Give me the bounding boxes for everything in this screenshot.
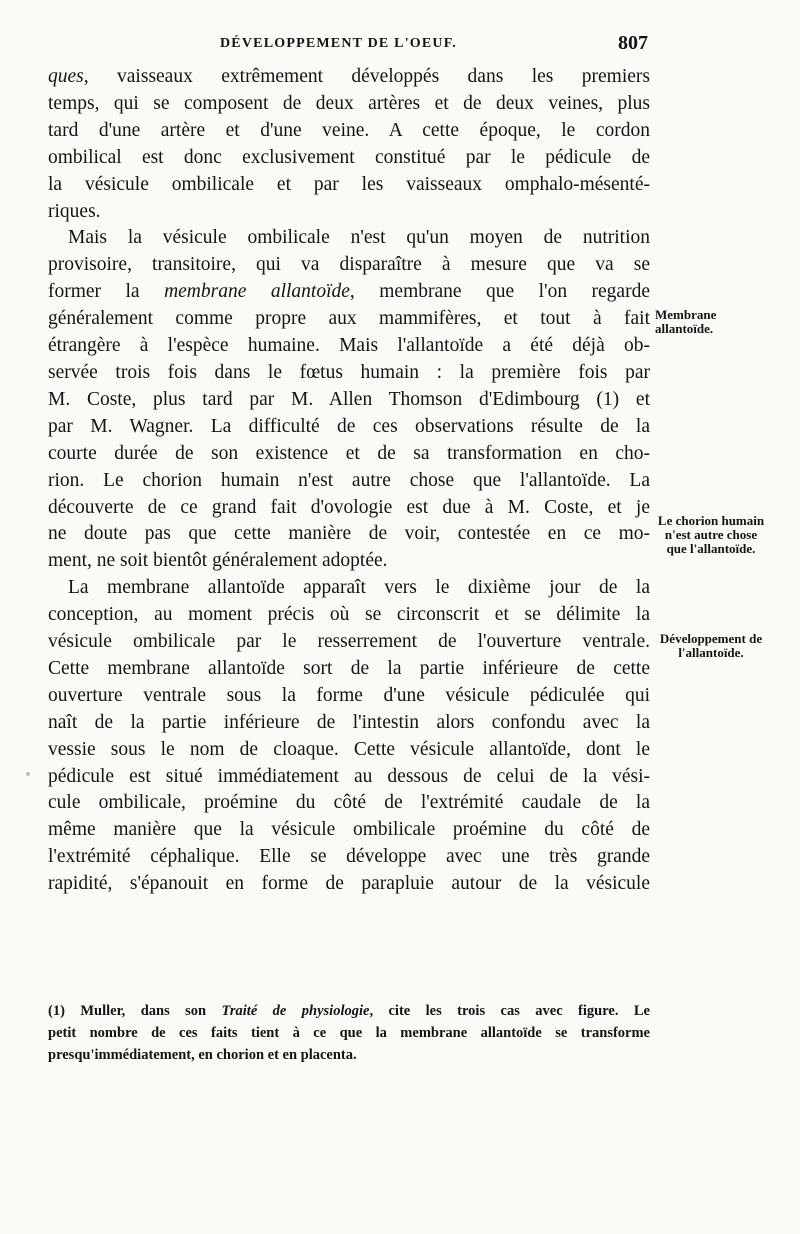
bleed-through-text	[655, 170, 795, 192]
footnote-italic-title: Traité de physiologie	[221, 1003, 370, 1019]
body-line: tard d'une artère et d'une veine. A cette époque, le cordon	[48, 119, 650, 141]
body-line: ne doute pas que cette manière de voir, contestée en ce mo-	[48, 523, 650, 545]
body-line: Cette membrane allantoïde sort de la partie inférieure de cette	[48, 657, 650, 679]
body-line: l'extrémité céphalique. Elle se développe avec une très grande	[48, 846, 650, 868]
body-line: La membrane allantoïde apparaît vers le dixième jour de la	[68, 577, 650, 599]
body-line: M. Coste, plus tard par M. Allen Thomson d'Edimbourg (1) et	[48, 388, 650, 410]
body-line: temps, qui se composent de deux artères et de deux veines, plus	[48, 92, 650, 114]
footnote-line: (1) Muller, dans son Traité de physiologie, cite les trois cas avec figure. Le	[48, 1003, 650, 1019]
header-title: DÉVELOPPEMENT DE L'OEUF.	[220, 36, 457, 51]
italic-word: ques	[48, 66, 84, 87]
body-line: Mais la vésicule ombilicale n'est qu'un moyen de nutrition	[68, 227, 650, 249]
body-line: la vésicule ombilicale et par les vaisseaux omphalo-mésenté-	[48, 173, 650, 195]
body-line: ombilical est donc exclusivement constitué par le pédicule de	[48, 146, 650, 168]
body-line: ouverture ventrale sous la forme d'une vésicule pédiculée qui	[48, 684, 650, 706]
running-header	[48, 34, 648, 58]
body-line: rapidité, s'épanouit en forme de parapluie autour de la vésicule	[48, 873, 650, 895]
body-line: conception, au moment précis où se circonscrit et se délimite la	[48, 604, 650, 626]
italic-term: membrane allantoïde	[164, 281, 350, 303]
body-line: généralement comme propre aux mammifères, et tout à fait	[48, 308, 650, 330]
footnote	[48, 1000, 650, 1066]
margin-note-developpement: Développement de l'allantoïde.	[659, 631, 763, 660]
body-line: par M. Wagner. La difficulté de ces observations résulte de la	[48, 415, 650, 437]
body-line: cule ombilicale, proémine du côté de l'extrémité caudale de la	[48, 792, 650, 814]
page-number: 807	[618, 32, 648, 54]
body-line: même manière que la vésicule ombilicale proémine du côté de	[48, 819, 650, 841]
body-line: découverte de ce grand fait d'ovologie est due à M. Coste, et je	[48, 496, 650, 518]
body-text	[48, 64, 650, 898]
footnote-line: petit nombre de ces faits tient à ce que la membrane allantoïde se transforme	[48, 1025, 650, 1041]
body-line: ques, vaisseaux extrêmement développés dans les premiers	[48, 66, 650, 87]
paper-speck	[26, 772, 30, 776]
body-line: riques.	[48, 200, 101, 222]
body-line: provisoire, transitoire, qui va disparaître à mesure que va se	[48, 254, 650, 276]
body-line: servée trois fois dans le fœtus humain : la première fois par	[48, 361, 650, 383]
body-line: rion. Le chorion humain n'est autre chose que l'allantoïde. La	[48, 469, 650, 491]
footnote-line: presqu'immédiatement, en chorion et en placenta.	[48, 1047, 357, 1063]
body-line: vésicule ombilicale par le resserrement de l'ouverture ventrale.	[48, 631, 650, 653]
body-line: vessie sous le nom de cloaque. Cette vésicule allantoïde, dont le	[48, 738, 650, 760]
body-line: ment, ne soit bientôt généralement adoptée.	[48, 550, 388, 572]
body-line: naît de la partie inférieure de l'intestin alors confondu avec la	[48, 711, 650, 733]
body-line: pédicule est situé immédiatement au dessous de celui de la vési-	[48, 765, 650, 787]
body-line: courte durée de son existence et de sa transformation en cho-	[48, 442, 650, 464]
margin-note-chorion: Le chorion humain n'est autre chose que l'allantoïde.	[657, 513, 765, 556]
body-line: étrangère à l'espèce humaine. Mais l'allantoïde a été déjà ob-	[48, 335, 650, 357]
margin-note-membrane-allantoide: Membrane allantoïde.	[655, 307, 717, 336]
body-line: former la membrane allantoïde, membrane que l'on regarde	[48, 281, 650, 303]
